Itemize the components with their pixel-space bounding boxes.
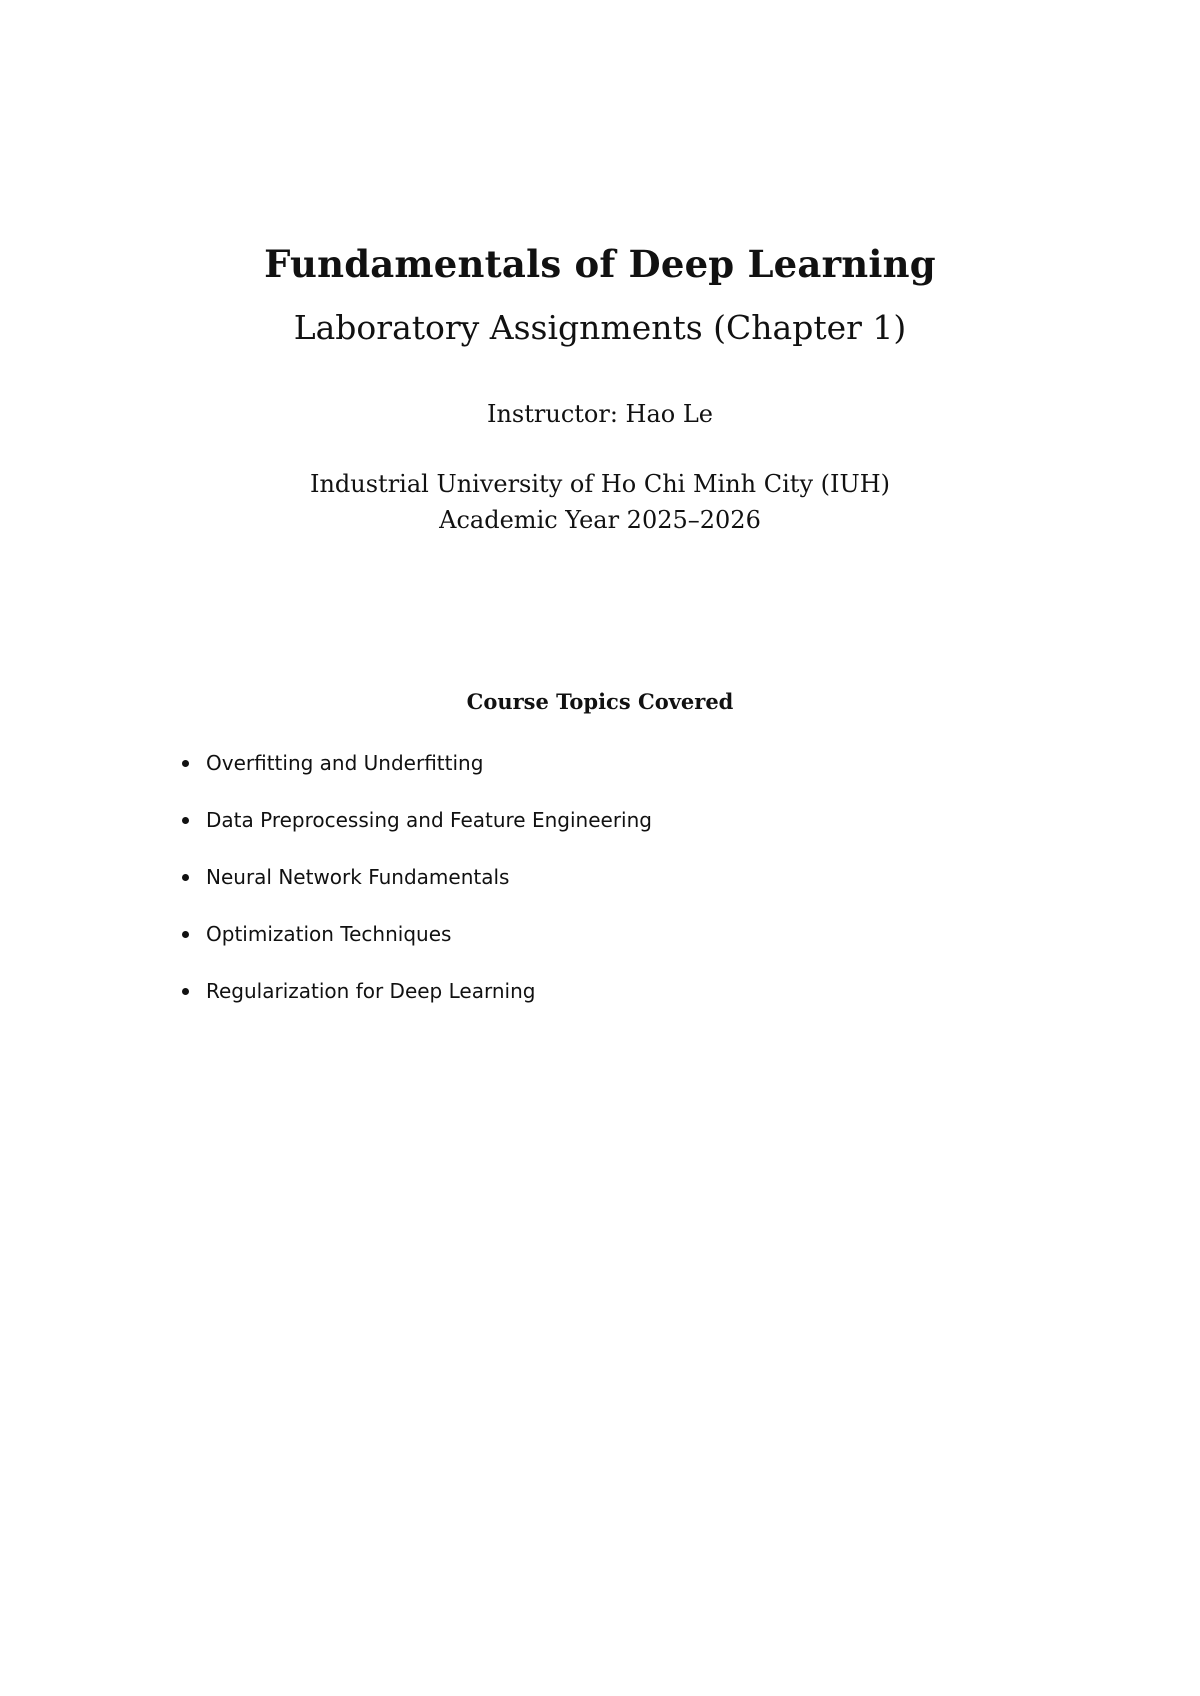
topic-label: Optimization Techniques [206, 922, 452, 946]
list-item [180, 862, 652, 919]
list-item [180, 805, 652, 862]
bullet-icon [182, 874, 189, 881]
list-item [180, 976, 652, 1033]
instructor-line: Instructor: Hao Le [486, 400, 713, 428]
topic-label: Data Preprocessing and Feature Engineering [206, 808, 652, 832]
institution-block [0, 466, 1200, 538]
topics-list [180, 748, 652, 1033]
topic-label: Regularization for Deep Learning [206, 979, 536, 1003]
list-item [180, 919, 652, 976]
bullet-icon [182, 760, 189, 767]
document-title: Fundamentals of Deep Learning [264, 242, 936, 286]
document-subtitle: Laboratory Assignments (Chapter 1) [293, 308, 907, 347]
topics-heading: Course Topics Covered [466, 689, 734, 714]
bullet-icon [182, 931, 189, 938]
topic-label: Overfitting and Underfitting [206, 751, 484, 775]
list-item [180, 748, 652, 805]
academic-year: Academic Year 2025–2026 [439, 506, 761, 534]
bullet-icon [182, 817, 189, 824]
bullet-icon [182, 988, 189, 995]
institution-name: Industrial University of Ho Chi Minh City (IUH) [309, 470, 891, 498]
topic-label: Neural Network Fundamentals [206, 865, 510, 889]
